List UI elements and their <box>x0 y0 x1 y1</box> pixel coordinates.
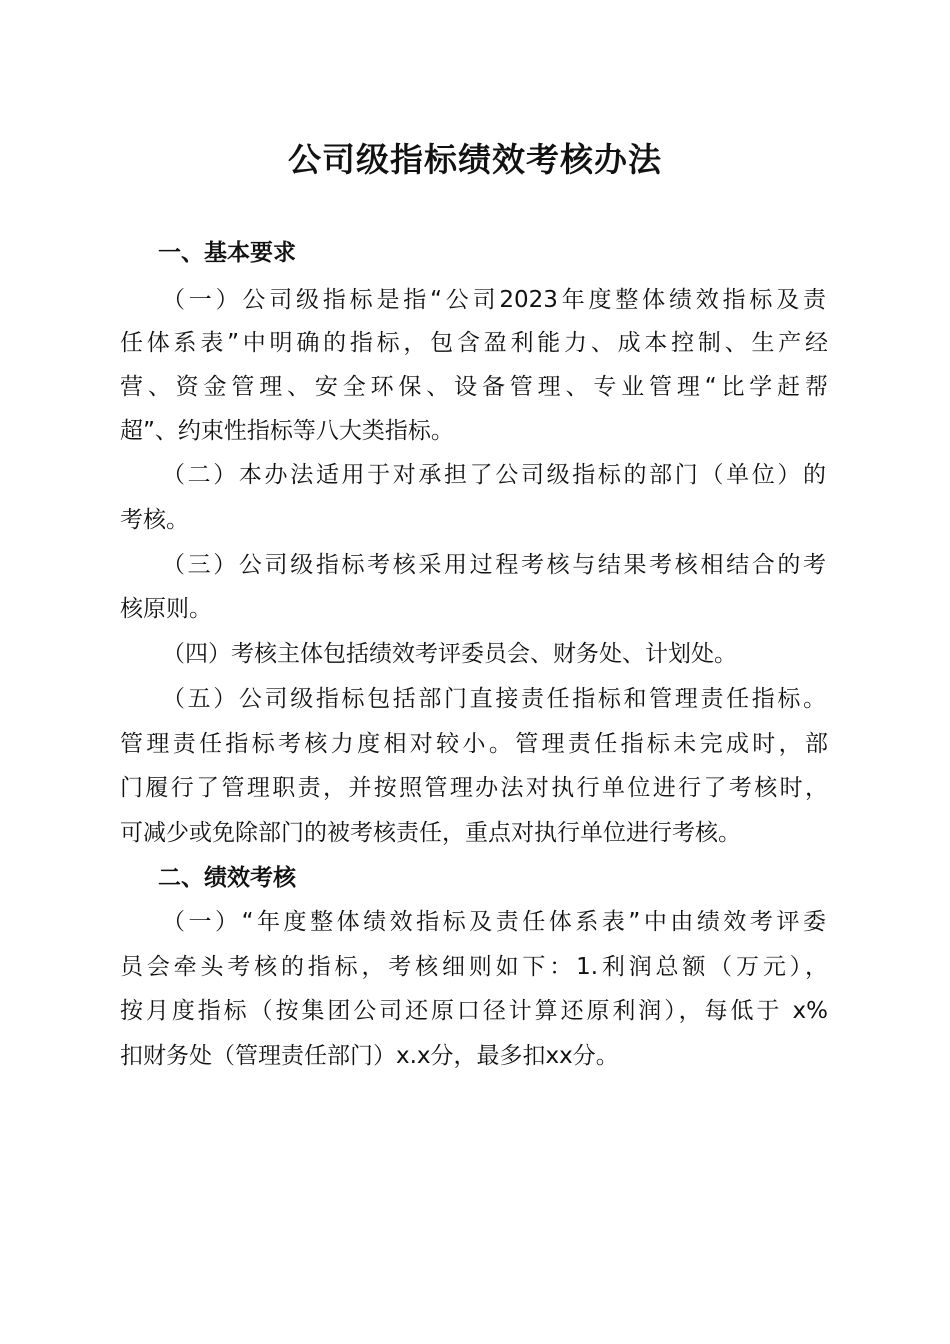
paragraph-line: 核原则。 <box>120 596 212 622</box>
paragraph-line: 考核。 <box>120 507 189 533</box>
paragraph-line: （一）“年度整体绩效指标及责任体系表”中由绩效考评委 <box>162 909 826 935</box>
section-heading-performance-assessment: 二、绩效考核 <box>158 865 296 891</box>
paragraph-line: 任体系表”中明确的指标，包含盈利能力、成本控制、生产经 <box>120 330 828 356</box>
section-heading-basic-requirements: 一、基本要求 <box>158 240 296 266</box>
paragraph-line: 可减少或免除部门的被考核责任，重点对执行单位进行考核。 <box>120 820 741 846</box>
paragraph-line: 超”、约束性指标等八大类指标。 <box>120 418 454 444</box>
paragraph-line: 按月度指标（按集团公司还原口径计算还原利润），每低于 x% <box>120 998 828 1024</box>
document-title: 公司级指标绩效考核办法 <box>288 140 662 179</box>
paragraph-line: （二）本办法适用于对承担了公司级指标的部门（单位）的 <box>162 462 826 488</box>
paragraph-line: 员会牵头考核的指标，考核细则如下：1.利润总额（万元）， <box>120 954 828 980</box>
paragraph-line: （一）公司级指标是指“公司2023年度整体绩效指标及责 <box>162 287 826 313</box>
paragraph-line: （四）考核主体包括绩效考评委员会、财务处、计划处。 <box>162 641 737 667</box>
paragraph-line: （三）公司级指标考核采用过程考核与结果考核相结合的考 <box>162 552 826 578</box>
paragraph-line: （五）公司级指标包括部门直接责任指标和管理责任指标。 <box>162 686 826 712</box>
paragraph-line: 营、资金管理、安全环保、设备管理、专业管理“比学赶帮 <box>120 374 828 400</box>
paragraph-line: 门履行了管理职责，并按照管理办法对执行单位进行了考核时， <box>120 775 828 801</box>
paragraph-line: 扣财务处（管理责任部门）x.x分，最多扣xx分。 <box>120 1043 619 1069</box>
paragraph-line: 管理责任指标考核力度相对较小。管理责任指标未完成时，部 <box>120 731 828 757</box>
